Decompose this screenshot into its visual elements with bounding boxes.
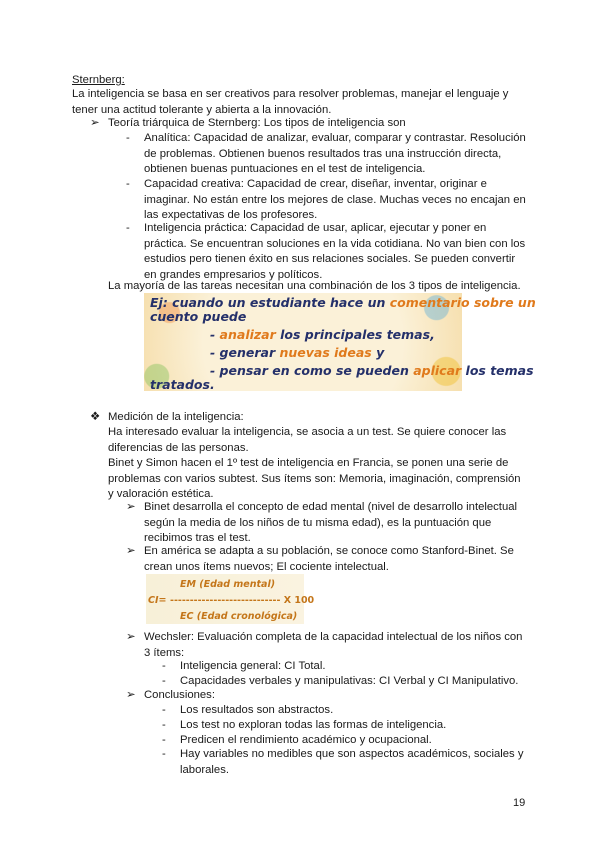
measure-bullet-stanford	[126, 544, 531, 575]
theory-item	[90, 116, 520, 132]
measure-section	[90, 410, 530, 426]
dash-bullet: -	[126, 222, 130, 234]
item-text: Predicen el rendimiento académico y ocupacional.	[180, 734, 432, 746]
type-item-creative	[126, 177, 526, 224]
bullet-text: Conclusiones:	[144, 689, 215, 701]
banner-highlight: aplicar	[413, 363, 462, 378]
dash-bullet: -	[162, 734, 166, 746]
item-text: Capacidades verbales y manipulativas: CI Verbal y CI Manipulativo.	[180, 675, 519, 687]
wechsler-item	[162, 659, 532, 675]
intro-paragraph: La inteligencia se basa en ser creativos para resolver problemas, manejar el lenguaje y tener una actitud tolerante y abierta a la innovación.	[72, 88, 509, 116]
page-number: 19	[513, 797, 526, 809]
dash-bullet: -	[162, 719, 166, 731]
measure-bullet-wechsler	[126, 630, 531, 661]
banner-text: cuento puede	[150, 309, 247, 324]
formula-numerator: EM (Edad mental)	[180, 579, 276, 590]
dash-bullet: -	[162, 704, 166, 716]
item-text: Hay variables no medibles que son aspectos académicos, sociales y laborales.	[180, 748, 524, 776]
item-text: Inteligencia general: CI Total.	[180, 660, 326, 672]
banner-text: - pensar en como se pueden	[210, 363, 414, 378]
arrow-bullet-icon: ➢	[90, 117, 100, 129]
measure-bullet-conclusions	[126, 688, 531, 704]
measure-paragraph-1: Ha interesado evaluar la inteligencia, se asocia a un test. Se quiere conocer las diferencias de las personas.	[108, 426, 507, 454]
type-item-practical	[126, 221, 526, 283]
banner-text: los temas	[461, 363, 534, 378]
section-heading: Sternberg:	[72, 74, 125, 86]
theory-text: Teoría triárquica de Sternberg: Los tipos de inteligencia son	[108, 117, 406, 129]
conclusion-item	[162, 747, 532, 778]
banner-text: tratados.	[150, 377, 215, 392]
dash-bullet: -	[162, 660, 166, 672]
arrow-bullet-icon: ➢	[126, 545, 136, 557]
diamond-bullet-icon: ❖	[90, 411, 101, 423]
ci-formula-image	[146, 574, 315, 624]
conclusion-item	[162, 703, 532, 719]
arrow-bullet-icon: ➢	[126, 689, 136, 701]
majority-paragraph: La mayoría de las tareas necesitan una combinación de los 3 tipos de inteligencia.	[108, 280, 521, 292]
arrow-bullet-icon: ➢	[126, 631, 136, 643]
type-text: Analítica: Capacidad de analizar, evaluar, comparar y contrastar. Resolución de problemas. Obtienen buenos resultados tras una instrucción directa, obtienen buenas puntuaciones en el test de inteligencia.	[144, 132, 526, 176]
type-text: Inteligencia práctica: Capacidad de usar, aplicar, ejecutar y poner en práctica. Se encuentran soluciones en la vida cotidiana. No van bien con los estudios pero tienen éxito en sus relaciones sociales. Se pueden convertir en grandes empresarios y políticos.	[144, 222, 526, 281]
banner-text: y	[371, 345, 385, 360]
banner-text: los principales temas,	[275, 327, 435, 342]
bullet-text: Wechsler: Evaluación completa de la capacidad intelectual de los niños con 3 ítems:	[144, 631, 523, 659]
banner-highlight: analizar	[219, 327, 276, 342]
item-text: Los test no exploran todas las formas de inteligencia.	[180, 719, 447, 731]
measure-paragraph-2: Binet y Simon hacen el 1º test de inteligencia en Francia, se ponen una serie de problemas con varios subtest. Sus ítems son: Memoria, imaginación, comprensión y valoración estética.	[108, 457, 521, 501]
dash-bullet: -	[126, 178, 130, 190]
item-text: Los resultados son abstractos.	[180, 704, 334, 716]
type-text: Capacidad creativa: Capacidad de crear, diseñar, inventar, originar e imaginar. No están entre los mejores de clase. Muchas veces no encajan en las expectativas de los profesores.	[144, 178, 526, 222]
dash-bullet: -	[162, 675, 166, 687]
banner-highlight: comentario sobre un	[389, 295, 536, 310]
banner-text: - generar	[210, 345, 280, 360]
measure-title: Medición de la inteligencia:	[108, 411, 244, 423]
formula-ci-label: CI=	[148, 595, 167, 606]
dash-bullet: -	[126, 132, 130, 144]
bullet-text: Binet desarrolla el concepto de edad mental (nivel de desarrollo intelectual según la media de los niños de tu misma edad), es la puntuación que recibimos tras el test.	[144, 501, 518, 545]
arrow-bullet-icon: ➢	[126, 501, 136, 513]
measure-bullet-binet	[126, 500, 531, 547]
type-item-analytic	[126, 131, 526, 178]
dash-bullet: -	[162, 748, 166, 760]
bullet-text: En américa se adapta a su población, se conoce como Stanford-Binet. Se crean unos ítems nuevos; El cociente intelectual.	[144, 545, 514, 573]
formula-line: ---------------------------- X 100	[170, 595, 315, 606]
example-banner-image	[144, 293, 536, 392]
banner-text: Ej: cuando un estudiante hace un	[150, 295, 390, 310]
conclusion-item	[162, 718, 532, 734]
banner-highlight: nuevas ideas	[279, 345, 372, 360]
banner-text: -	[210, 327, 220, 342]
formula-denominator: EC (Edad cronológica)	[180, 611, 298, 622]
